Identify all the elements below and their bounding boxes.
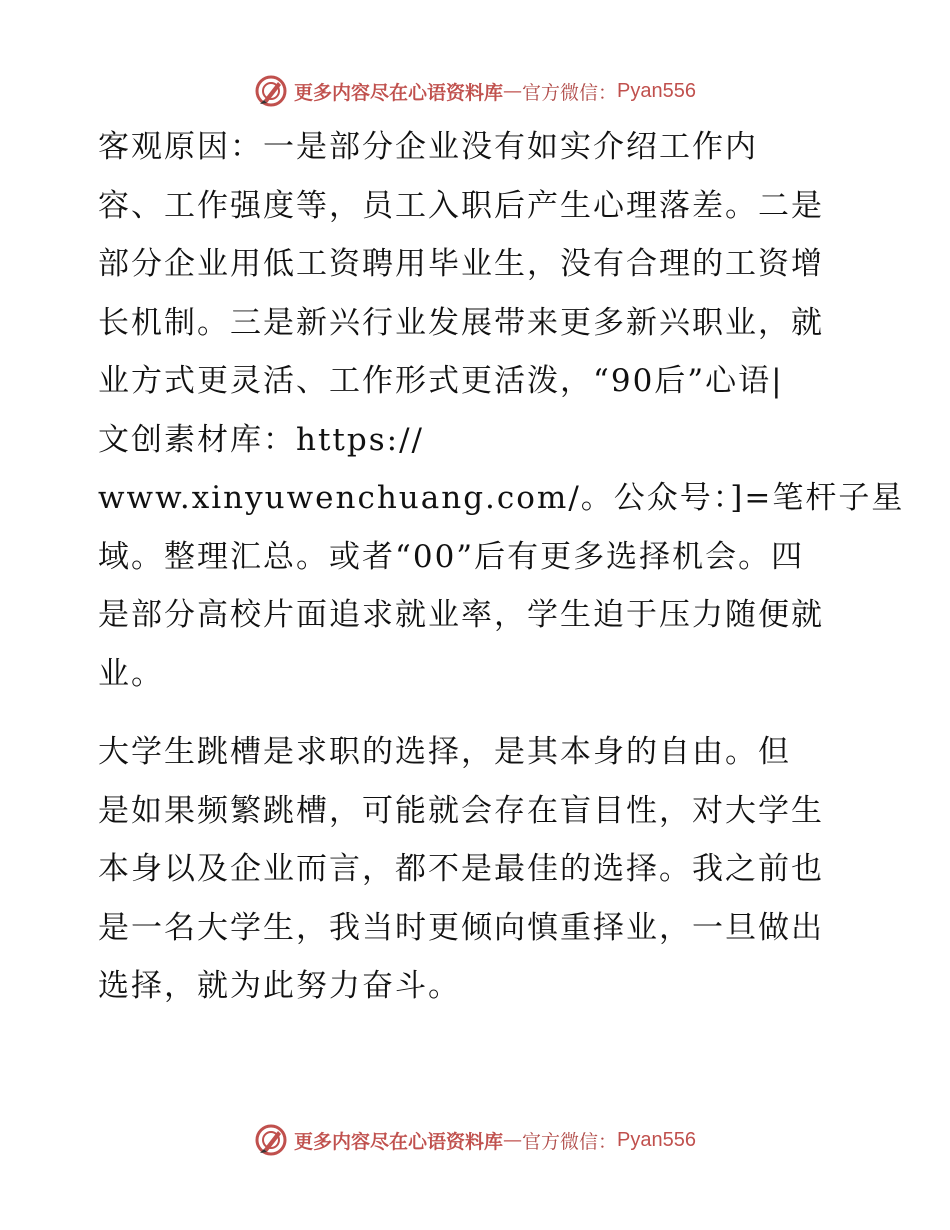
- paragraph-1: [98, 118, 905, 703]
- text-line: 部分企业用低工资聘用毕业生，没有合理的工资增: [98, 246, 824, 282]
- banner-text: 更多内容尽在心语资料库: [294, 81, 504, 104]
- pen-nib-logo-icon: [254, 1123, 288, 1157]
- text-line: 大学生跳槽是求职的选择，是其本身的自由。但: [98, 734, 791, 770]
- banner-handle: Pyan556: [617, 79, 696, 102]
- banner-text: 更多内容尽在心语资料库: [294, 1130, 504, 1153]
- banner-separator: —: [503, 80, 523, 102]
- text-line: www.xinyuwenchuang.com/。公众号：]=笔杆子星: [98, 480, 905, 516]
- text-line: 业方式更灵活、工作形式更活泼，“90后”心语|: [98, 363, 784, 399]
- text-line: 域。整理汇总。或者“00”后有更多选择机会。四: [98, 538, 805, 575]
- text-line: 容、工作强度等，员工入职后产生心理落差。二是: [98, 187, 824, 224]
- text-line: 客观原因：一是部分企业没有如实介绍工作内: [98, 129, 758, 165]
- pen-nib-logo-icon: [254, 74, 288, 108]
- banner-separator: —: [503, 1129, 523, 1151]
- banner-handle: Pyan556: [617, 1128, 696, 1151]
- text-line: 本身以及企业而言，都不是最佳的选择。我之前也: [98, 851, 824, 887]
- text-line: 长机制。三是新兴行业发展带来更多新兴职业，就: [98, 304, 824, 341]
- banner-label: 官方微信：: [522, 81, 618, 104]
- paragraph-2: [98, 723, 850, 1016]
- text-line: 选择，就为此努力奋斗。: [98, 968, 461, 1004]
- text-line: 是如果频繁跳槽，可能就会存在盲目性，对大学生: [98, 792, 824, 829]
- text-line: 是一名大学生，我当时更倾向慎重择业，一旦做出: [98, 909, 824, 946]
- banner-label: 官方微信：: [522, 1130, 618, 1153]
- footer-banner: [0, 1120, 950, 1160]
- text-line: 业。: [98, 655, 164, 692]
- document-body: [98, 118, 905, 1036]
- text-line: 是部分高校片面追求就业率，学生迫于压力随便就: [98, 597, 824, 633]
- text-line: 文创素材库：https://: [98, 421, 424, 458]
- header-banner: [0, 71, 950, 111]
